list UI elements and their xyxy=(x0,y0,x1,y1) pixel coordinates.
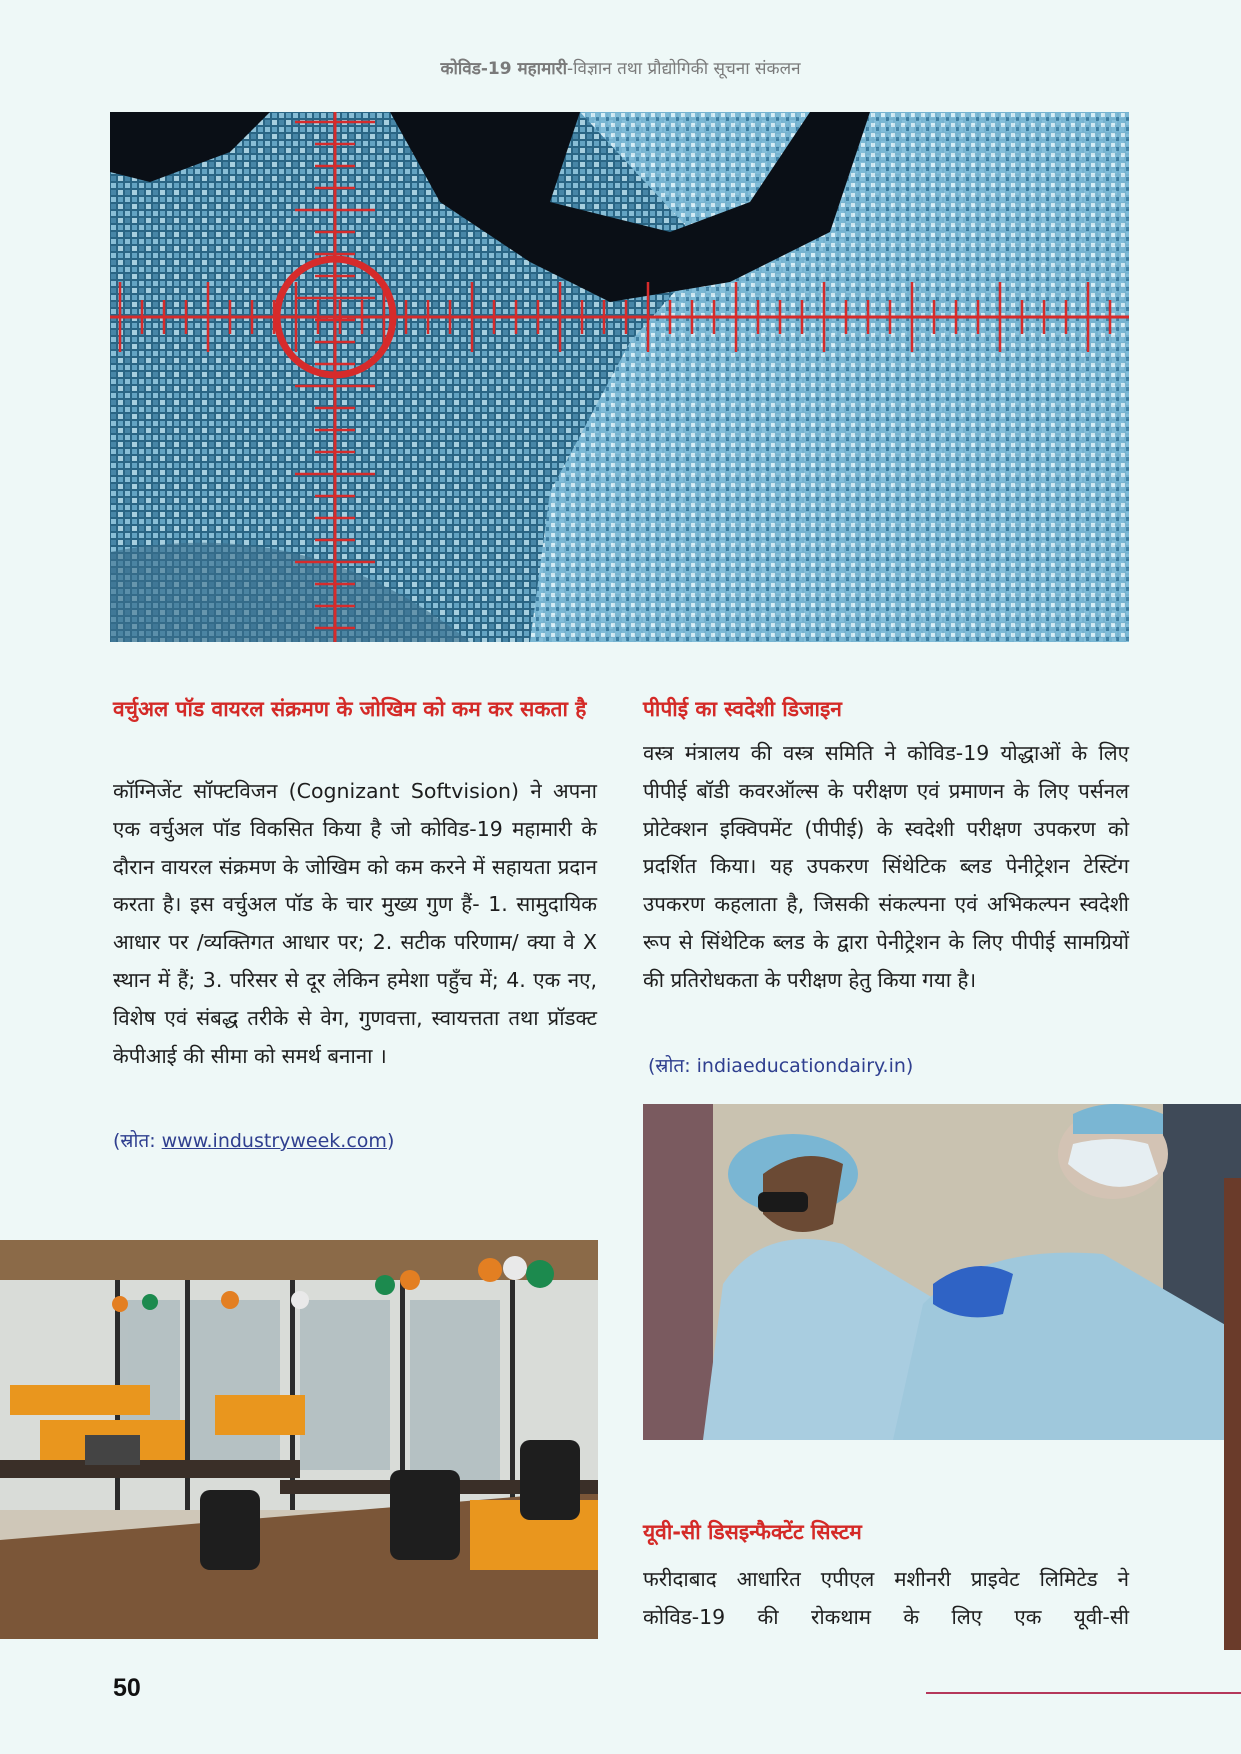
virtual-pod-source xyxy=(113,1127,394,1153)
uv-body: फरीदाबाद आधारित एपीएल मशीनरी प्राइवेट लिमिटेड ने कोविड-19 की रोकथाम के लिए एक यूवी-सी xyxy=(643,1567,1129,1629)
ppe-heading: पीपीई का स्वदेशी डिजाइन xyxy=(643,697,842,721)
satellite-map-image xyxy=(110,112,1129,642)
footer-rule xyxy=(926,1692,1241,1694)
virtual-pod-body: कॉग्निजेंट सॉफ्टविजन (Cognizant Softvision) ने अपना एक वर्चुअल पॉड विकसित किया है जो कोविड-19 महामारी के दौरान वायरल संक्रमण के जोखिम को कम करने में सहायता प्रदान करता है। इस वर्चुअल पॉड के चार मुख्य गुण हैं- 1. सामुदायिक आधार पर /व्यक्तिगत आधार पर; 2. सटीक परिणाम/ क्या वे X स्थान में हैं; 3. परिसर से दूर लेकिन हमेशा पहुँच में; 4. एक नए, विशेष एवं संबद्ध तरीके से वेग, गुणवत्ता, स्वायत्तता तथा प्रॉडक्ट केपीआई की सीमा को समर्थ बनाना । xyxy=(113,779,597,1068)
virtual-pod-heading: वर्चुअल पॉड वायरल संक्रमण के जोखिम को कम कर सकता है xyxy=(113,697,587,721)
running-header xyxy=(0,56,1241,79)
source-suffix: ) xyxy=(386,1130,395,1152)
source-link-industryweek[interactable]: www.industryweek.com xyxy=(161,1130,387,1152)
ppe-source: (स्रोत: indiaeducationdairy.in) xyxy=(648,1055,914,1077)
ppe-workers-image xyxy=(643,1104,1241,1440)
source-prefix: (स्रोत: xyxy=(113,1130,162,1152)
header-title-bold: कोविड-19 महामारी xyxy=(440,59,567,79)
header-title-rest: -विज्ञान तथा प्रौद्योगिकी सूचना संकलन xyxy=(567,59,801,79)
cropped-image-strip xyxy=(1224,1178,1241,1650)
page-number: 50 xyxy=(113,1674,141,1702)
ppe-body: वस्त्र मंत्रालय की वस्त्र समिति ने कोविड-19 योद्धाओं के लिए पीपीई बॉडी कवरऑल्स के परीक्षण एवं प्रमाणन के लिए पर्सनल प्रोटेक्शन इक्विपमेंट (पीपीई) के स्वदेशी परीक्षण उपकरण को प्रदर्शित किया। यह उपकरण सिंथेटिक ब्लड पेनीट्रेशन टेस्टिंग उपकरण कहलाता है, जिसकी संकल्पना एवं अभिकल्पन स्वदेशी रूप से सिंथेटिक ब्लड के द्वारा पेनीट्रेशन के लिए पीपीई सामग्रियों की प्रतिरोधकता के परीक्षण हेतु किया गया है। xyxy=(643,741,1129,992)
uv-heading: यूवी-सी डिसइन्फैक्टेंट सिस्टम xyxy=(643,1520,862,1544)
office-pods-image xyxy=(0,1240,598,1639)
